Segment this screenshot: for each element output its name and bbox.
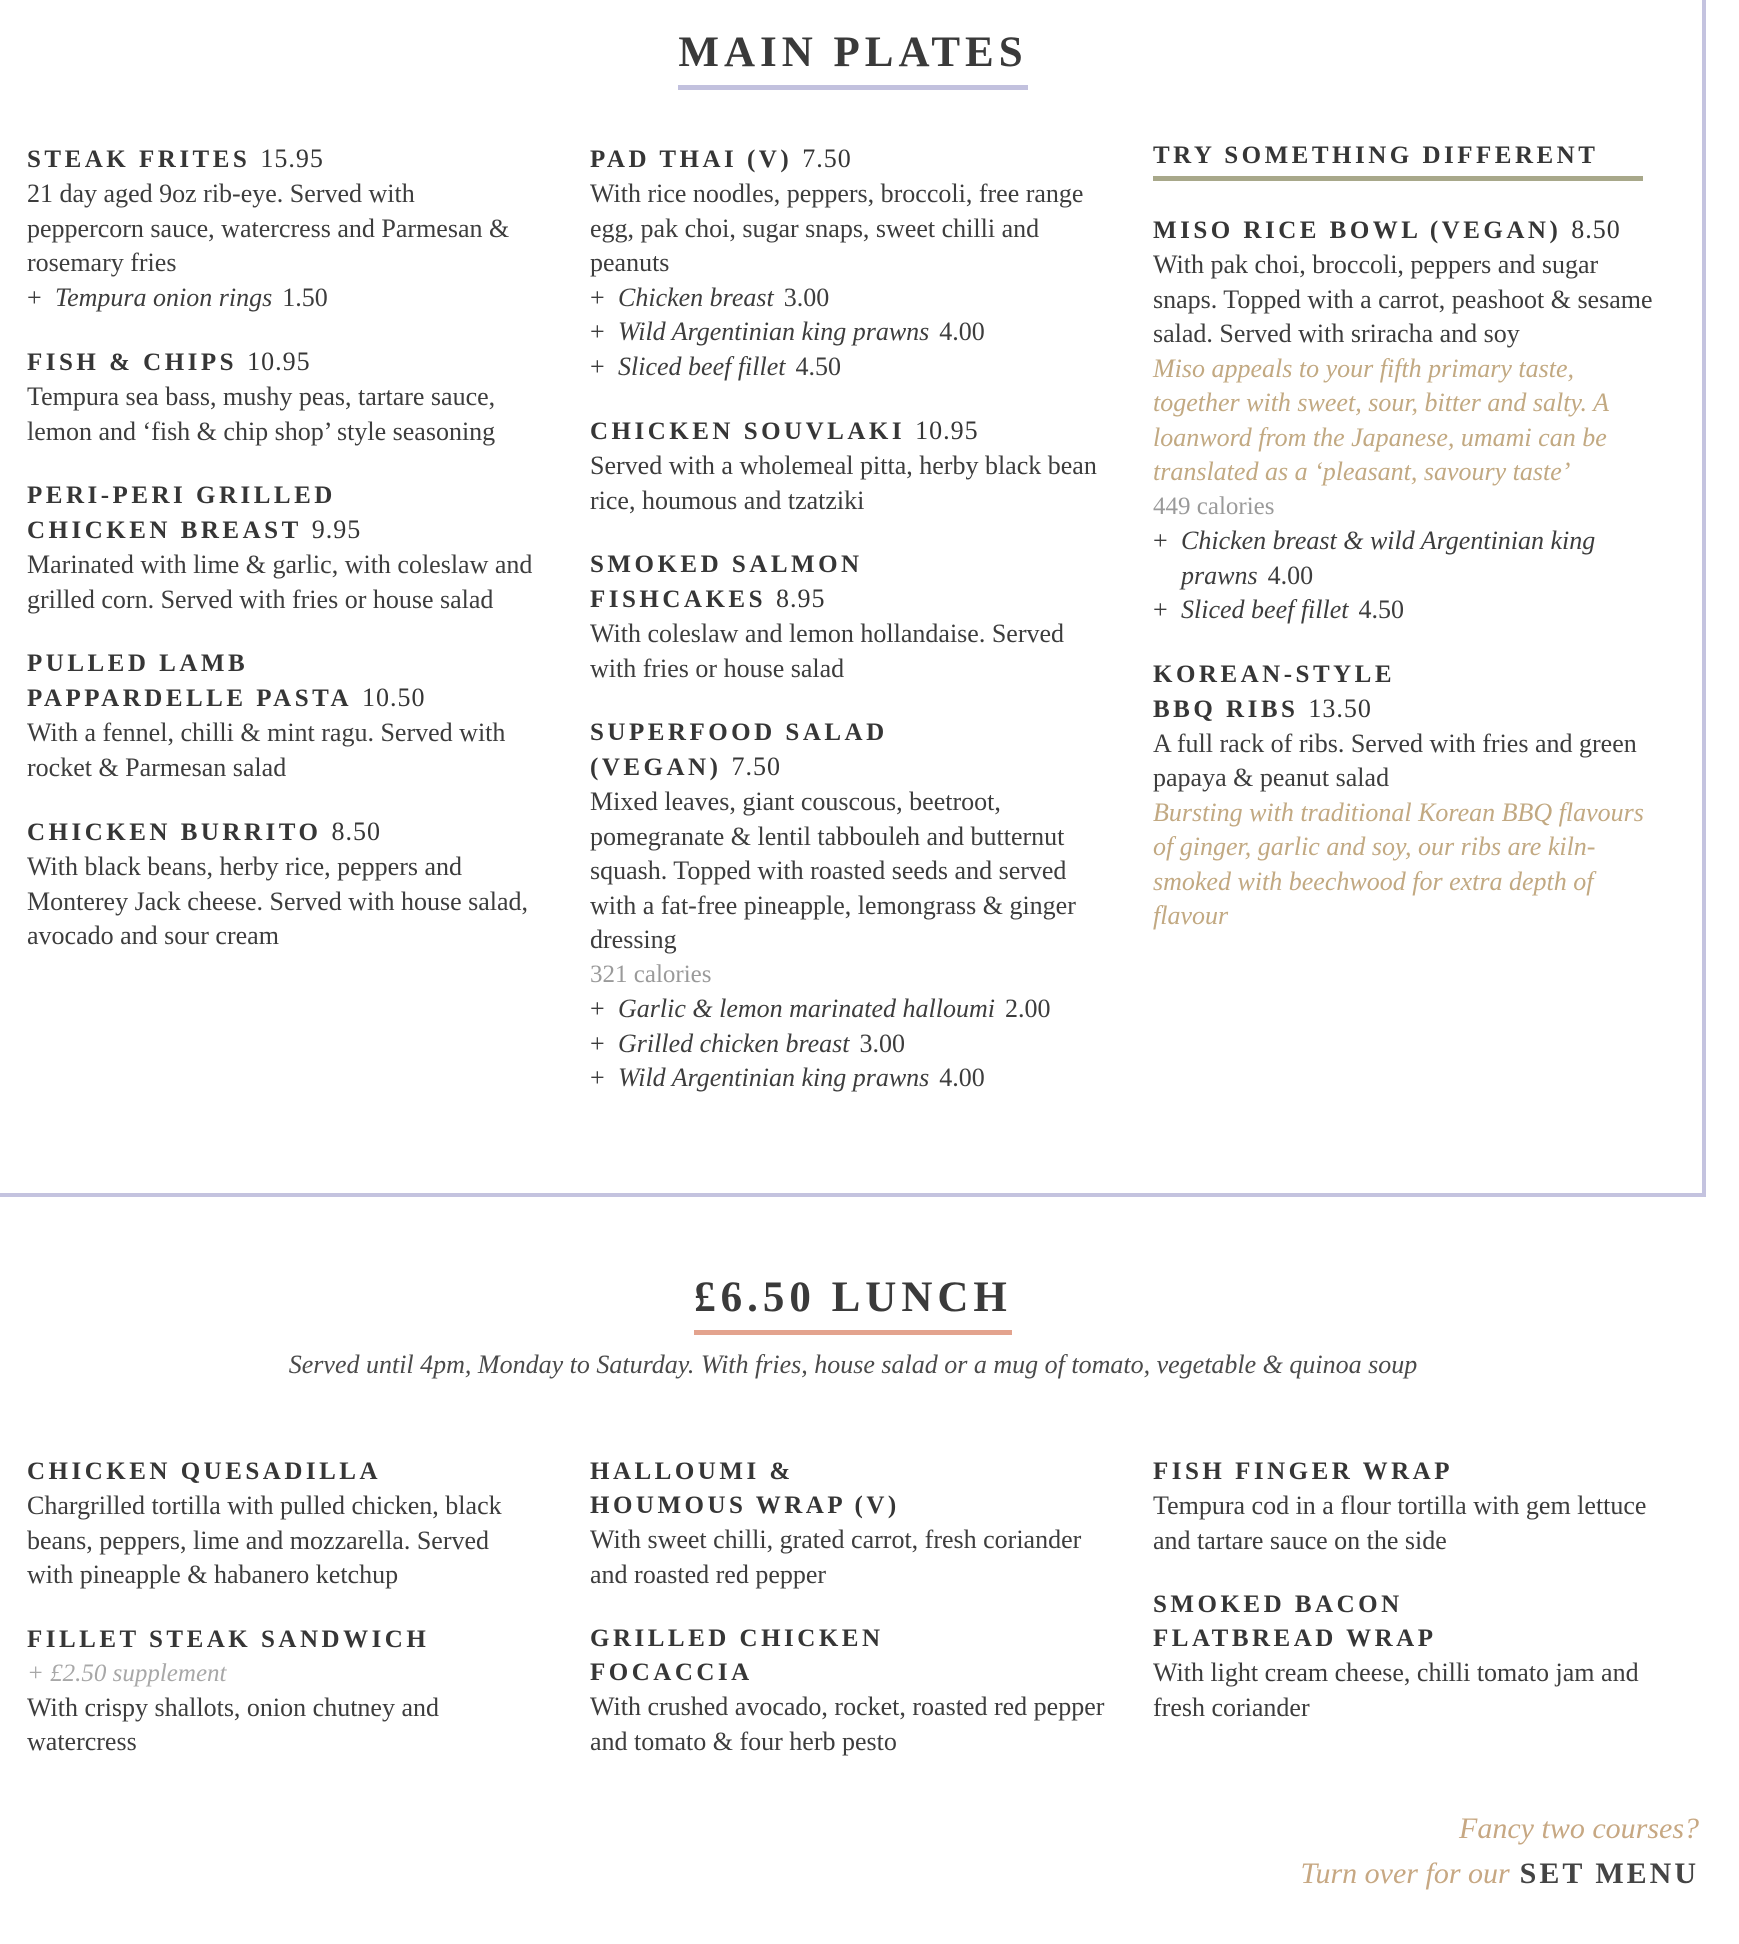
- lunch-column-3: [1153, 1455, 1653, 1755]
- dish-description: Tempura cod in a flour tortilla with gem lettuce and tartare sauce on the side: [1153, 1491, 1647, 1555]
- dish-name: PAD THAI (V): [590, 146, 793, 173]
- dish-calories: 449 calories: [1153, 492, 1275, 520]
- dish-name: CHICKEN SOUVLAKI: [590, 418, 906, 445]
- lunch-dish-fillet-steak-sandwich: [27, 1623, 537, 1760]
- dish-description: Chargrilled tortilla with pulled chicken, black beans, peppers, lime and mozzarella. Served with pineapple & habanero ketchup: [27, 1491, 502, 1589]
- dish-price: 8.95: [775, 584, 826, 613]
- dish-name-line2: (VEGAN): [590, 754, 722, 781]
- dish-name: GRILLED CHICKEN: [590, 1625, 884, 1652]
- dish-name: SUPERFOOD SALAD: [590, 719, 888, 746]
- dish-name: KOREAN-STYLE: [1153, 660, 1396, 688]
- dish-price: 10.95: [915, 416, 979, 445]
- dish-chicken-souvlaki: [590, 414, 1110, 518]
- dish-name: SMOKED BACON: [1153, 1591, 1403, 1618]
- dish-name: CHICKEN QUESADILLA: [27, 1458, 382, 1485]
- dish-description: With light cream cheese, chilli tomato jam and fresh coriander: [1153, 1658, 1639, 1722]
- dish-name-line2: FISHCAKES: [590, 586, 766, 613]
- dish-extra: + Wild Argentinian king prawns 4.00: [590, 317, 985, 346]
- dish-description: With black beans, herby rice, peppers and Monterey Jack cheese. Served with house salad, avocado and sour cream: [27, 852, 529, 950]
- main-column-1: [27, 142, 537, 984]
- dish-description: With crushed avocado, rocket, roasted red pepper and tomato & four herb pesto: [590, 1692, 1105, 1756]
- dish-name: PULLED LAMB: [27, 650, 249, 677]
- dish-name-line2: CHICKEN BREAST: [27, 517, 302, 544]
- dish-name: MISO RICE BOWL (VEGAN): [1153, 217, 1562, 244]
- dish-price: 8.50: [1571, 215, 1621, 244]
- dish-description: A full rack of ribs. Served with fries and green papaya & peanut salad: [1153, 728, 1637, 792]
- dish-name: PERI-PERI GRILLED: [27, 482, 336, 509]
- dish-extra: + Tempura onion rings 1.50: [27, 282, 328, 312]
- dish-steak-frites: [27, 142, 537, 315]
- dish-supplement: + £2.50 supplement: [27, 1659, 227, 1687]
- dish-smoked-salmon-fishcakes: [590, 548, 1110, 686]
- dish-extra: + Chicken breast & wild Argentinian king prawns 4.00: [1153, 526, 1596, 590]
- main-column-2: [590, 142, 1110, 1126]
- dish-pulled-lamb: [27, 647, 537, 785]
- dish-name: FISH FINGER WRAP: [1153, 1458, 1454, 1485]
- dish-price: 7.50: [731, 752, 781, 781]
- dish-fish-chips: [27, 345, 537, 449]
- dish-description: 21 day aged 9oz rib-eye. Served with peppercorn sauce, watercress and Parmesan & rosemary fries: [27, 179, 510, 277]
- footer-line-2: Turn over for our SET MENU: [1300, 1857, 1699, 1890]
- dish-extra: + Garlic & lemon marinated halloumi 2.00: [590, 994, 1051, 1023]
- dish-extra: + Sliced beef fillet 4.50: [590, 351, 841, 381]
- dish-superfood-salad: [590, 716, 1110, 1096]
- dish-extra: + Wild Argentinian king prawns 4.00: [590, 1063, 985, 1092]
- dish-price: 7.50: [802, 144, 852, 173]
- dish-korean-bbq-ribs: [1153, 658, 1653, 934]
- dish-name-line2: FOCACCIA: [590, 1659, 753, 1686]
- set-menu-label: SET MENU: [1519, 1857, 1699, 1890]
- dish-description: With a fennel, chilli & mint ragu. Served with rocket & Parmesan salad: [27, 718, 506, 782]
- footer-line-1: Fancy two courses?: [1459, 1812, 1699, 1845]
- dish-description: Served with a wholemeal pitta, herby black bean rice, houmous and tzatziki: [590, 451, 1097, 515]
- dish-name-line2: FLATBREAD WRAP: [1153, 1625, 1437, 1652]
- dish-description: Tempura sea bass, mushy peas, tartare sauce, lemon and ‘fish & chip shop’ style seasoning: [27, 382, 496, 446]
- dish-note: Miso appeals to your fifth primary taste, together with sweet, sour, bitter and salty. A loanword from the Japanese, umami can be translated as a ‘pleasant, savoury taste’: [1153, 353, 1609, 486]
- lunch-subtitle: Served until 4pm, Monday to Saturday. With fries, house salad or a mug of tomato, vegetable & quinoa soup: [288, 1350, 1418, 1379]
- dish-name: CHICKEN BURRITO: [27, 819, 322, 846]
- main-column-3: [1153, 142, 1653, 964]
- lunch-dish-grilled-chicken-focaccia: [590, 1622, 1110, 1759]
- dish-description: With rice noodles, peppers, broccoli, free range egg, pak choi, sugar snaps, sweet chilli and peanuts: [590, 179, 1084, 277]
- dish-description: With coleslaw and lemon hollandaise. Served with fries or house salad: [590, 619, 1065, 683]
- dish-miso-rice-bowl: [1153, 213, 1653, 628]
- lunch-title: £6.50 LUNCH: [0, 1273, 1706, 1335]
- dish-name-line2: HOUMOUS WRAP (V): [590, 1492, 900, 1519]
- dish-peri-peri-chicken: [27, 479, 537, 617]
- dish-description: With pak choi, broccoli, peppers and sugar snaps. Topped with a carrot, peashoot & sesame salad. Served with sriracha and soy: [1153, 250, 1653, 348]
- dish-price: 15.95: [260, 144, 324, 173]
- dish-extra: + Chicken breast 3.00: [590, 282, 830, 312]
- dish-name-line2: PAPPARDELLE PASTA: [27, 685, 353, 712]
- main-plates-title: MAIN PLATES: [0, 28, 1706, 90]
- dish-price: 9.95: [311, 515, 362, 544]
- lunch-column-1: [27, 1455, 537, 1790]
- dish-description: With crispy shallots, onion chutney and watercress: [27, 1692, 440, 1756]
- dish-name: STEAK FRITES: [27, 146, 251, 173]
- dish-pad-thai: [590, 142, 1110, 384]
- dish-calories: 321 calories: [590, 960, 712, 988]
- dish-price: 10.95: [247, 347, 311, 376]
- dish-description: Marinated with lime & garlic, with coleslaw and grilled corn. Served with fries or house salad: [27, 550, 533, 614]
- dish-description: With sweet chilli, grated carrot, fresh coriander and roasted red pepper: [590, 1525, 1082, 1589]
- dish-name-line2: BBQ RIBS: [1153, 695, 1299, 723]
- dish-price: 10.50: [362, 683, 426, 712]
- lunch-dish-fish-finger-wrap: [1153, 1455, 1653, 1558]
- lunch-column-2: [590, 1455, 1110, 1789]
- dish-description: Mixed leaves, giant couscous, beetroot, pomegranate & lentil tabbouleh and butternut squash. Topped with roasted seeds and served with a fat-free pineapple, lemongrass & ginger dressing: [590, 787, 1076, 954]
- lunch-dish-smoked-bacon-wrap: [1153, 1588, 1653, 1725]
- dish-note: Bursting with traditional Korean BBQ flavours of ginger, garlic and soy, our ribs are kiln-smoked with beechwood for extra depth of flavour: [1153, 797, 1644, 930]
- lunch-dish-halloumi-wrap: [590, 1455, 1110, 1592]
- dish-extra: + Sliced beef fillet 4.50: [1153, 595, 1404, 624]
- lunch-dish-chicken-quesadilla: [27, 1455, 537, 1593]
- dish-chicken-burrito: [27, 815, 537, 954]
- dish-name: FILLET STEAK SANDWICH: [27, 1625, 430, 1653]
- dish-price: 8.50: [331, 817, 381, 846]
- dish-extra: + Grilled chicken breast 3.00: [590, 1028, 906, 1058]
- dish-name: SMOKED SALMON: [590, 551, 863, 578]
- try-something-different-heading: TRY SOMETHING DIFFERENT: [1153, 142, 1643, 181]
- dish-price: 13.50: [1308, 693, 1372, 723]
- dish-name: FISH & CHIPS: [27, 349, 238, 376]
- dish-name: HALLOUMI &: [590, 1458, 794, 1485]
